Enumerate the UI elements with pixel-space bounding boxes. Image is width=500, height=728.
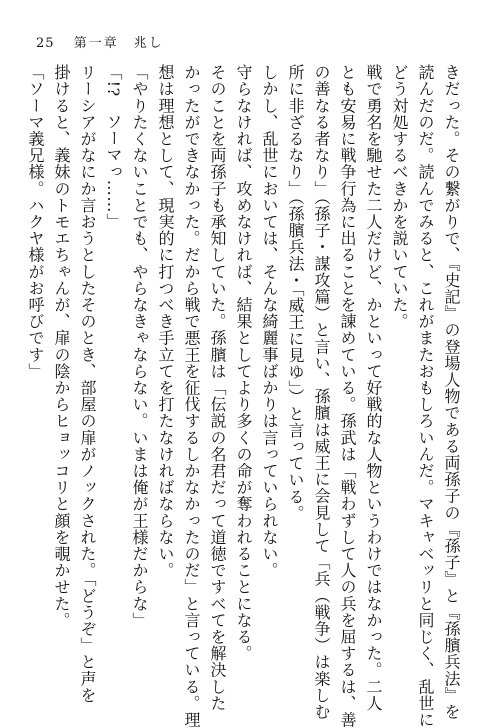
text-line: かったができなかった。だから戦で悪王を征伐するしかなかったのだ」と言っている。理 xyxy=(182,64,201,728)
text-line: きだった。その繋がりで、『史記』の登場人物である両孫子の『孫子』と『孫臏兵法』を xyxy=(442,64,461,720)
text-line: 所に非ざるなり」（孫臏兵法・「威王に見ゆ」）と言っている。 xyxy=(286,64,305,522)
page-number: 25 xyxy=(36,36,55,51)
text-line: どう対処するべきかを説いていた。 xyxy=(390,64,409,330)
text-line: しかし、乱世においては、そんな綺麗事ばかりは言っていられない。 xyxy=(260,64,279,579)
text-line: そのことを両孫子も承知していた。孫臏は「伝説の名君だって道徳ですべてを解決した xyxy=(208,64,227,712)
text-line: 「ソーマ義兄様。ハクヤ様がお呼びです」 xyxy=(26,64,45,380)
chapter-title: 第一章 兆し xyxy=(73,36,164,51)
text-line: とも安易に戦争行為に出ることを諌めている。孫武は「戦わずして人の兵を屈するは、善 xyxy=(338,64,357,728)
vertical-text-body xyxy=(22,64,464,728)
text-line: リーシアがなにか言おうとしたそのとき、部屋の扉がノックされた。「どうぞ」と声を xyxy=(78,64,97,704)
text-line: 守らなければ、攻めなければ、結果としてより多くの命が奪われることになる。 xyxy=(234,64,253,662)
text-line: 「!? ソーマっ……」 xyxy=(104,64,123,230)
text-line: 想は理想として、現実的に打つべき手立てを打たなければならない。 xyxy=(156,64,175,579)
text-line: の善なる者なり」（孫子・謀攻篇）と言い、孫臏は威王に会見して「兵（戦争）は楽しむ xyxy=(312,64,331,720)
text-line: 戦で勇名を馳せた二人だけど、かといって好戦的な人物というわけではなかった。二人 xyxy=(364,64,383,712)
text-line: 「やりたくないことでも、やらなきゃならない。いまは俺が王様だからな」 xyxy=(130,64,149,629)
text-line: 掛けると、義妹のトモエちゃんが、扉の陰からヒョッコリと顔を覗かせた。 xyxy=(52,64,71,629)
text-line: 読んだのだ。読んでみると、これがまたおもしろいんだ。マキャベッリと同じく、乱世に xyxy=(416,64,435,728)
running-header xyxy=(36,32,164,51)
